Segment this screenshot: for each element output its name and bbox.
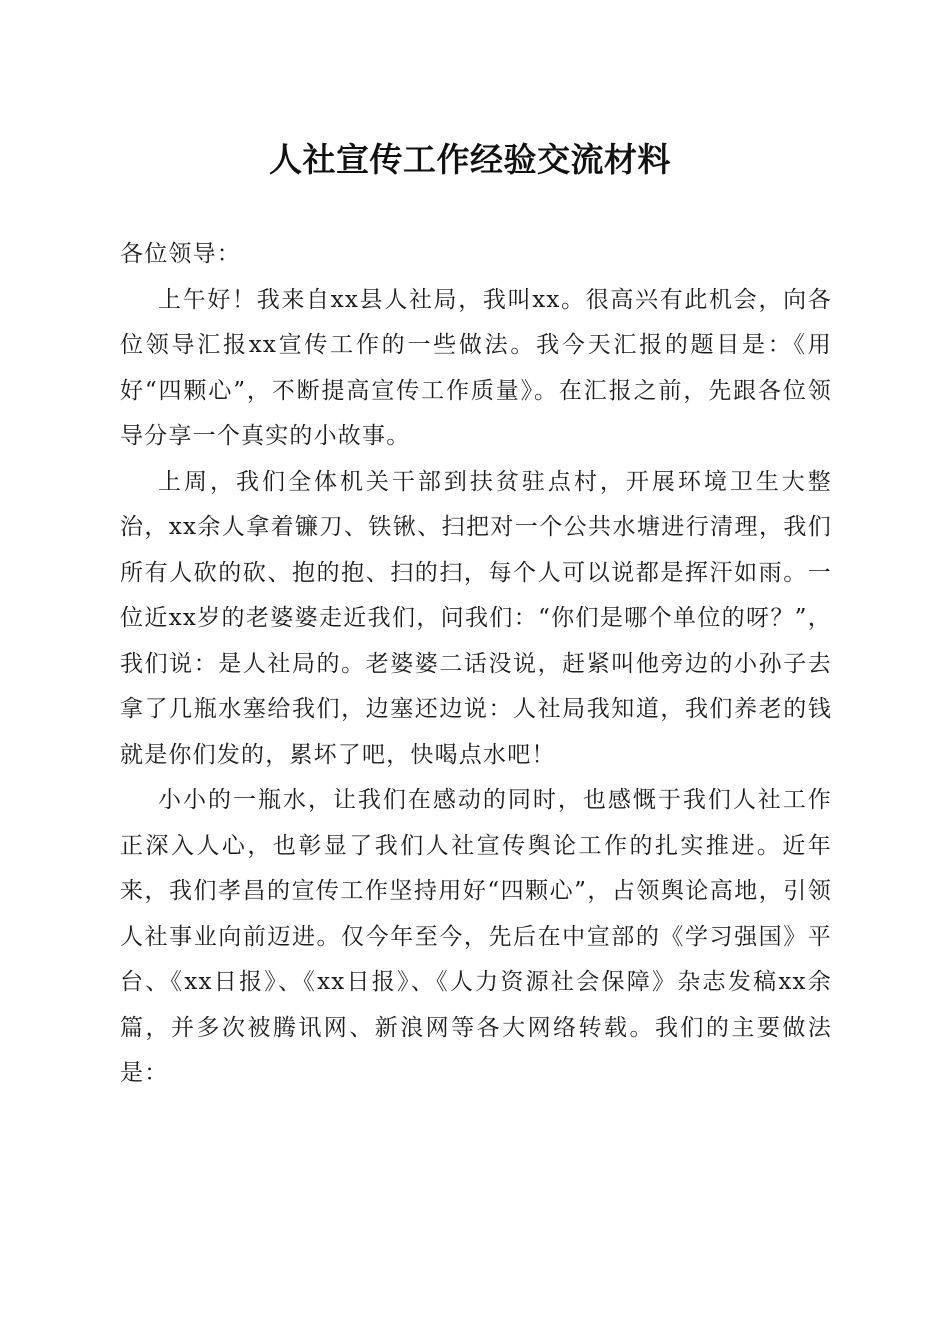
- paragraph-summary: 小小的一瓶水，让我们在感动的同时，也感慨于我们人社工作正深入人心，也彰显了我们人社宣传舆论工作的扎实推进。近年来，我们孝昌的宣传工作坚持用好“四颗心”，占领舆论高地，引领人社事业向前迈进。仅今年至今，先后在中宣部的《学习强国》平台、《xx日报》、《xx日报》、《人力资源社会保障》杂志发稿xx余篇，并多次被腾讯网、新浪网等各大网络转载。我们的主要做法是：: [120, 787, 832, 1086]
- document-body: [120, 232, 832, 1097]
- paragraph-story: 上周，我们全体机关干部到扶贫驻点村，开展环境卫生大整治，xx余人拿着镰刀、铁锹、扫把对一个公共水塘进行清理，我们所有人砍的砍、抱的抱、扫的扫，每个人可以说都是挥汗如雨。一位近xx岁的老婆婆走近我们，问我们：“你们是哪个单位的呀？”，我们说：是人社局的。老婆婆二话没说，赶紧叫他旁边的小孙子去拿了几瓶水塞给我们，边塞还边说：人社局我知道，我们养老的钱就是你们发的，累坏了吧，快喝点水吧！: [120, 468, 832, 768]
- salutation: 各位领导：: [120, 241, 241, 267]
- document-title: 人社宣传工作经验交流材料: [269, 140, 671, 179]
- paragraph-greeting: 上午好！我来自xx县人社局，我叫xx。很高兴有此机会，向各位领导汇报xx宣传工作的一些做法。我今天汇报的题目是：《用好“四颗心”，不断提高宣传工作质量》。在汇报之前，先跟各位领导分享一个真实的小故事。: [120, 286, 832, 449]
